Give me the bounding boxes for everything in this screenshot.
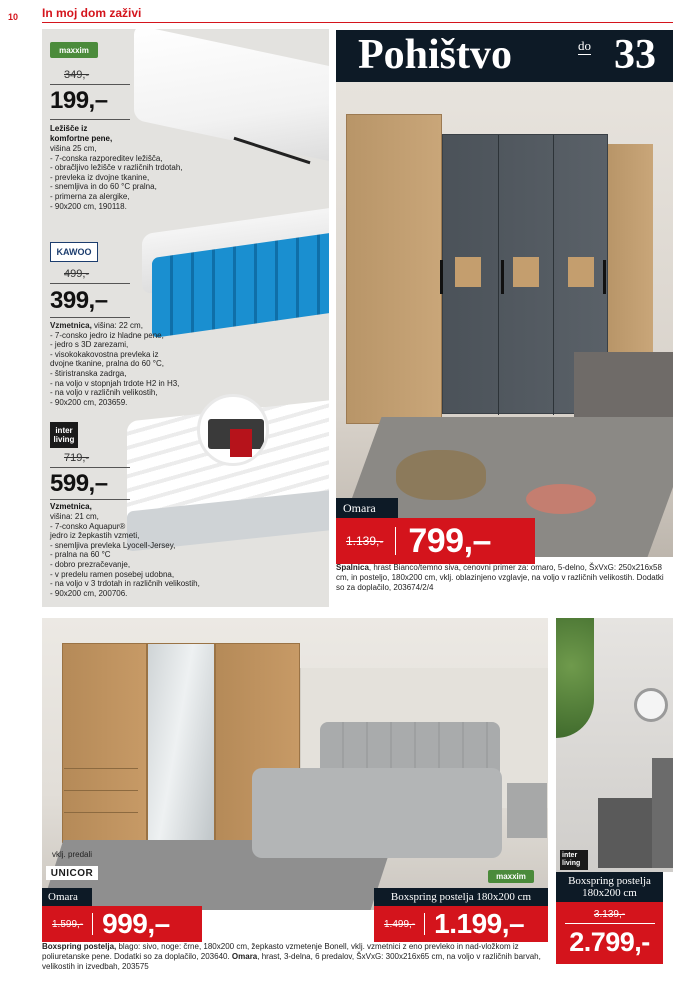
maxxim-logo: maxxim <box>488 870 534 883</box>
hero-title: Pohištvo <box>358 32 513 78</box>
omara-price-box <box>42 906 202 942</box>
maxxim-logo: maxxim <box>50 42 98 58</box>
price-divider <box>50 499 130 500</box>
page-number: 10 <box>8 12 19 22</box>
omara-tag: Omara <box>336 498 398 518</box>
price-divider <box>50 317 130 318</box>
new-price: 199,– <box>50 87 108 114</box>
hero-discount: 33 <box>614 32 656 78</box>
wardrobe-mirror-door <box>147 643 215 843</box>
boxspring-price-box <box>556 902 663 964</box>
bed-edge <box>652 758 673 868</box>
bottom-description: Boxspring postelja, blago: sivo, noge: črne, 180x200 cm, žepkasto vzmetenje Bonell, vklj. vzmetnici z eno prevleko in nad-vložkom iz poliuretanske pene. Dodatki so za doplačilo, 203640. Omara, hrast, 3-delna, 6 predalov, ŠxVxG: 300x216x65 cm, na voljo v različnih barvah, velikostih in izvedbah, 203575 <box>42 942 541 971</box>
boxspring-tag: Boxspring postelja 180x200 cm <box>374 888 548 906</box>
new-price: 2.799,- <box>569 926 650 957</box>
product-details: višina: 21 cm, - 7-consko Aquapur® jedro iz žepkastih vzmeti, - snemljiva prevleka Lyocell-Jersey, - pralna na 60 °C - dobro prezračevanje, - v predelu ramen posebej udobna, - na voljo v 3 trdotah in različnih velikostih, - 90x200 cm, 200706. <box>50 512 200 598</box>
omara-tag: Omara <box>42 888 92 906</box>
kawoo-logo: KAWOO <box>50 242 98 262</box>
old-price: 1.139,- <box>346 534 384 548</box>
mattress-panel <box>42 29 329 607</box>
old-price: 719,- <box>64 452 90 464</box>
new-price: 599,– <box>50 470 108 497</box>
old-price: 3.139,- <box>593 908 626 920</box>
inter-living-logo: inter living <box>50 422 78 448</box>
product-title: Ležišče iz komfortne pene, <box>50 124 113 143</box>
hero-description: Spalnica, hrast Bianco/temno siva, cenovni primer za: omaro, 5-delno, ŠxVxG: 250x216x58 cm, in posteljo, 180x200 cm, vklj. oblazinjeno vzglavje, na voljo v različnih velikostih. Dodatki so za doplačilo, 203674/2/4 <box>336 563 664 592</box>
old-price: 499,- <box>64 268 90 280</box>
drawers-note: vklj. predali <box>52 850 93 859</box>
price-divider <box>50 467 130 468</box>
new-price: 1.199,– <box>434 908 525 939</box>
product-details: višina 25 cm, - 7-conska razporeditev ležišča, - obračljivo ležišče v različnih trdotah, - prevleka iz dvojne tkanine, - snemljiva in do 60 °C pralna, - primerna za alergike, - 90x200 cm, 190118. <box>50 144 183 211</box>
price-divider <box>50 84 130 85</box>
old-price: 1.599,- <box>52 918 84 930</box>
price-divider <box>50 283 130 284</box>
boxspring-bed <box>252 768 502 858</box>
old-price: 1.499,- <box>384 918 416 930</box>
product-details: Vzmetnica, višina: 22 cm, - 7-consko jedro iz hladne pene, - jedro s 3D zarezami, - visokokakovostna prevleka iz dvojne tkanine, pralna do 60 °C, - štiristranska zadrga, - na voljo v stopnjah trdote H2 in H3, - na voljo v različnih velikostih, - 90x200 cm, 203659. <box>50 321 180 407</box>
hero-price-box <box>336 518 535 564</box>
plant <box>556 618 594 738</box>
bedroom-image <box>336 82 673 557</box>
wardrobe-oak-left <box>346 114 442 424</box>
nightstand <box>507 783 547 838</box>
new-price: 999,– <box>102 908 170 939</box>
boxspring-price-box <box>374 906 548 942</box>
basket <box>396 450 486 500</box>
boxspring-tag: Boxspring postelja 180x200 cm <box>556 872 663 902</box>
new-price: 399,– <box>50 287 108 314</box>
old-price: 349,- <box>64 69 90 81</box>
price-divider <box>50 119 130 120</box>
product-title: Vzmetnica, <box>50 502 92 511</box>
pouf <box>526 484 596 514</box>
hero-prefix: do <box>578 38 591 53</box>
round-mirror <box>634 688 668 722</box>
wardrobe-boxspring-image <box>42 618 548 910</box>
wardrobe-oak-left-door <box>62 643 147 843</box>
new-price: 799,– <box>408 521 491 560</box>
boxspring-side-image <box>556 618 673 872</box>
header-divider <box>42 22 673 23</box>
brand-title: In moj dom zaživi <box>42 6 142 20</box>
unicor-logo: UNICOR <box>46 866 98 880</box>
inter-living-logo: inter living <box>560 850 588 870</box>
